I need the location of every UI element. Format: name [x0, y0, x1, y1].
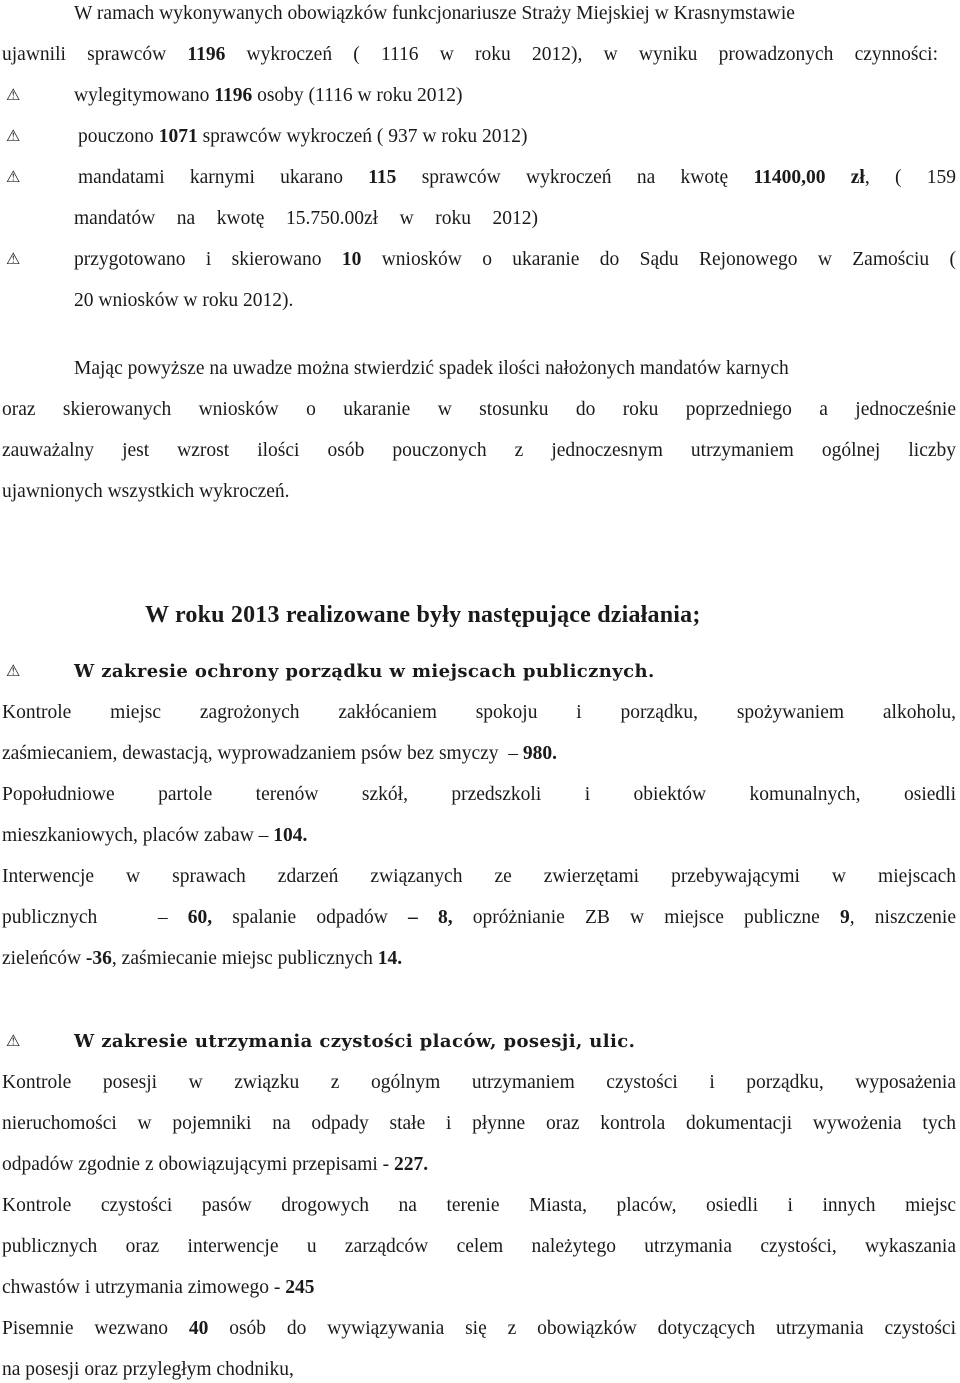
bullet-item-motions: przygotowano i skierowano 10 wniosków o ukaranie do Sądu Rejonowego w Zamościu ( — [74, 249, 956, 270]
section-2-p3-line-1: Pisemnie wezwano 40 osób do wywiązywania się z obowiązków dotyczących utrzymania czystości — [2, 1318, 956, 1339]
summary-line-4: ujawnionych wszystkich wykroczeń. — [2, 481, 290, 502]
section-2-p2-line-3: chwastów i utrzymania zimowego - 245 — [2, 1277, 315, 1298]
section-1-p2-line-1: Popołudniowe partole terenów szkół, przedszkoli i obiektów komunalnych, osiedli — [2, 784, 956, 805]
bullet-item-warned: pouczono 1071 sprawców wykroczeń ( 937 w roku 2012) — [78, 126, 528, 147]
section-2-p2-line-2: publicznych oraz interwencje u zarządców celem należytego utrzymania czystości, wykaszania — [2, 1236, 956, 1257]
intro-line-1: W ramach wykonywanych obowiązków funkcjonariusze Straży Miejskiej w Krasnymstawie — [74, 3, 795, 24]
section-2-title: W zakresie utrzymania czystości placów, posesji, ulic. — [74, 1031, 636, 1052]
section-1-p1-line-2: zaśmiecaniem, dewastacją, wyprowadzaniem psów bez smyczy – 980. — [2, 743, 558, 764]
bullet-item-legitimized: wylegitymowano 1196 osoby (1116 w roku 2012) — [74, 85, 463, 106]
warning-triangle-icon: ⚠ — [6, 87, 21, 104]
summary-line-1: Mając powyższe na uwadze można stwierdzić spadek ilości nałożonych mandatów karnych — [74, 358, 789, 379]
section-2-p1-line-3: odpadów zgodnie z obowiązującymi przepisami - 227. — [2, 1154, 429, 1175]
summary-line-2: oraz skierowanych wniosków o ukaranie w stosunku do roku poprzedniego a jednocześnie — [2, 399, 956, 420]
warning-triangle-icon: ⚠ — [6, 1033, 21, 1050]
warning-triangle-icon: ⚠ — [6, 663, 21, 680]
section-1-p3-line-2: publicznych – 60, spalanie odpadów – 8, opróżnianie ZB w miejsce publiczne 9, niszczenie — [2, 907, 956, 928]
warning-triangle-icon: ⚠ — [6, 128, 21, 145]
section-2-p2-line-1: Kontrole czystości pasów drogowych na terenie Miasta, placów, osiedli i innych miejsc — [2, 1195, 956, 1216]
section-1-p2-line-2: mieszkaniowych, placów zabaw – 104. — [2, 825, 308, 846]
bullet-item-motions-cont: 20 wniosków w roku 2012). — [74, 290, 294, 311]
section-2-p1-line-1: Kontrole posesji w związku z ogólnym utrzymaniem czystości i porządku, wyposażenia — [2, 1072, 956, 1093]
warning-triangle-icon: ⚠ — [6, 169, 21, 186]
section-1-p1-line-1: Kontrole miejsc zagrożonych zakłócaniem spokoju i porządku, spożywaniem alkoholu, — [2, 702, 956, 723]
section-2-p1-line-2: nieruchomości w pojemniki na odpady stałe i płynne oraz kontrola dokumentacji wywożenia tych — [2, 1113, 956, 1134]
intro-line-2: ujawnili sprawców 1196 wykroczeń ( 1116 w roku 2012), w wyniku prowadzonych czynności: — [2, 44, 938, 65]
section-2-p3-line-2: na posesji oraz przyległym chodniku, — [2, 1359, 294, 1380]
bullet-item-fined-cont: mandatów na kwotę 15.750.00zł w roku 2012) — [74, 208, 538, 229]
section-heading: W roku 2013 realizowane były następujące działania; — [145, 602, 701, 628]
warning-triangle-icon: ⚠ — [6, 251, 21, 268]
section-1-p3-line-1: Interwencje w sprawach zdarzeń związanych ze zwierzętami przebywającymi w miejscach — [2, 866, 956, 887]
summary-line-3: zauważalny jest wzrost ilości osób pouczonych z jednoczesnym utrzymaniem ogólnej liczby — [2, 440, 956, 461]
section-1-title: W zakresie ochrony porządku w miejscach publicznych. — [74, 661, 655, 682]
bullet-item-fined: mandatami karnymi ukarano 115 sprawców wykroczeń na kwotę 11400,00 zł, ( 159 — [78, 167, 956, 188]
section-1-p3-line-3: zieleńców -36, zaśmiecanie miejsc publicznych 14. — [2, 948, 403, 969]
